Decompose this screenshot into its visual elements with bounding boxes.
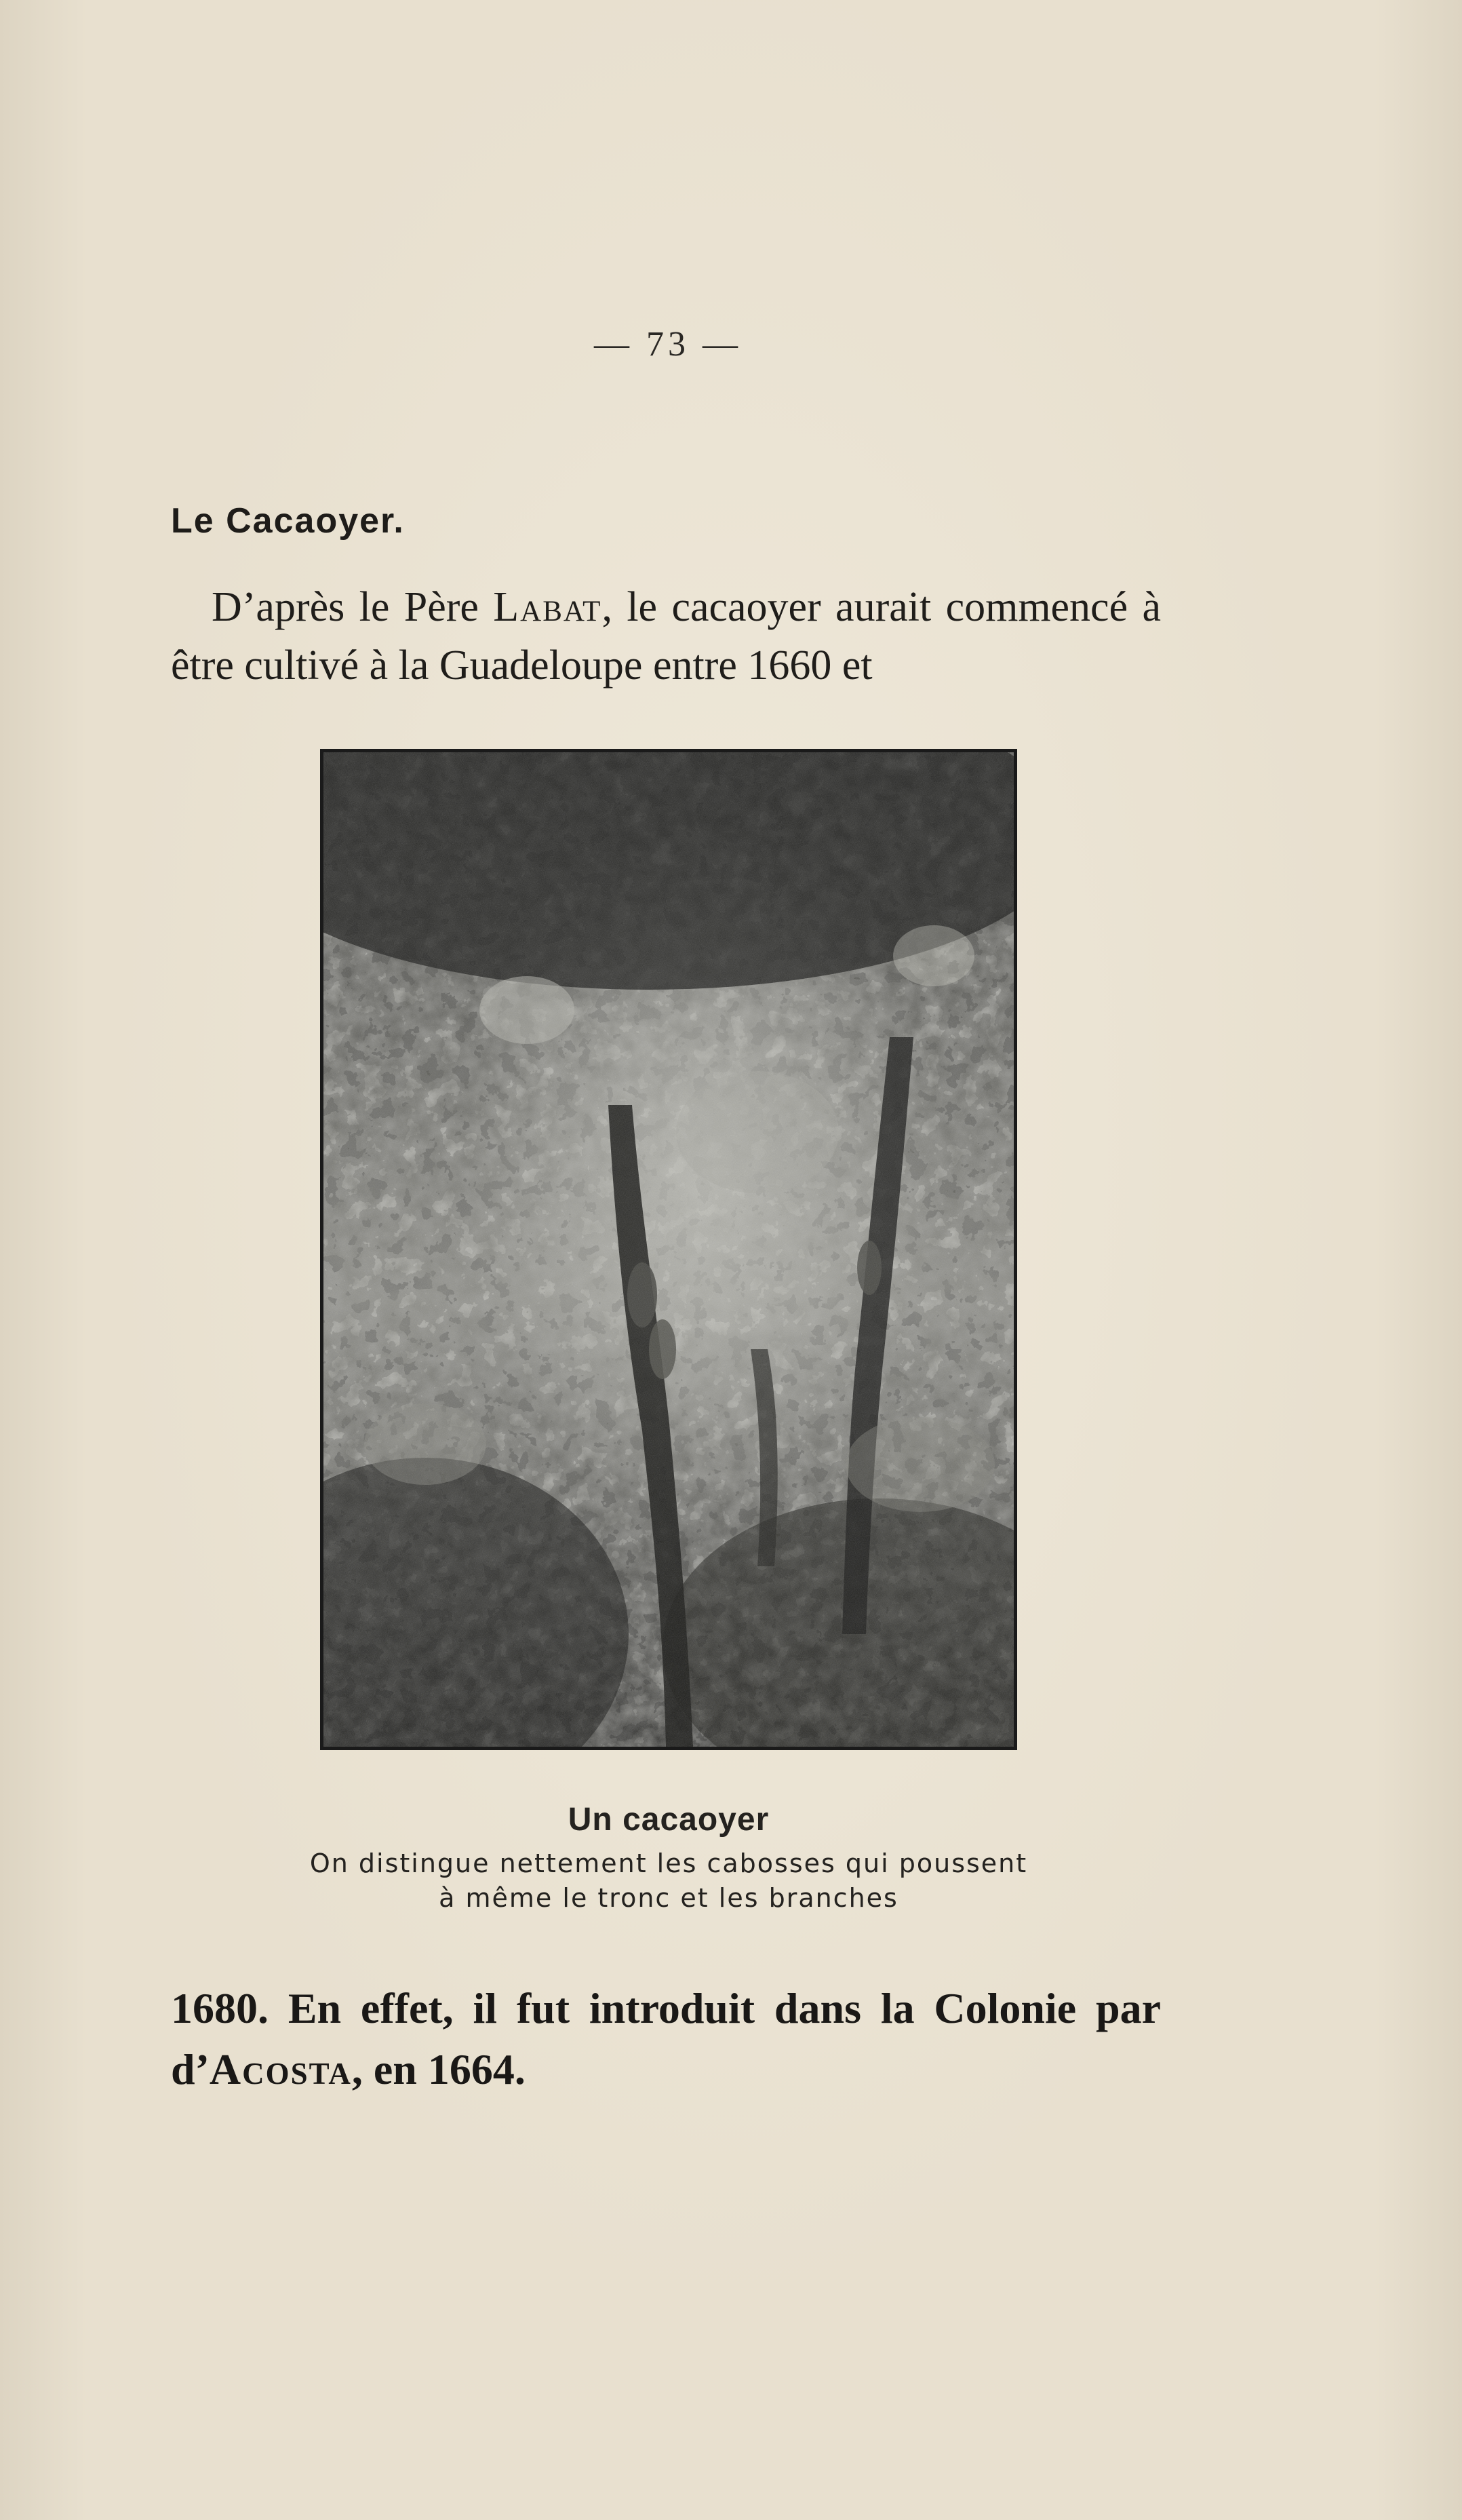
author-name-labat: Labat	[493, 584, 602, 630]
page-number: — 73 —	[594, 325, 742, 364]
cacao-tree-photo-image	[323, 752, 1014, 1747]
paragraph-intro	[171, 578, 1161, 695]
figure-caption-title: Un cacaoyer	[568, 1802, 770, 1838]
figure-caption-line-1: On distingue nettement les cabosses qui poussent	[309, 1848, 1028, 1878]
paragraph-continuation	[171, 1978, 1161, 2100]
paragraph-continuation-lead: 1680. En effet, il fut introduit dans la Colonie par d’	[171, 1984, 1161, 2093]
section-heading: Le Cacaoyer.	[171, 501, 405, 541]
cacao-tree-photograph	[320, 749, 1017, 1750]
paragraph-intro-lead: D’après le Père	[212, 584, 494, 630]
figure-caption-line-2: à même le tronc et les branches	[439, 1883, 898, 1913]
paragraph-intro-rest: , le cacaoyer aurait commencé à être cultivé à la Guadeloupe entre 1660 et	[171, 584, 1161, 689]
paragraph-continuation-rest: , en 1664.	[351, 2045, 526, 2093]
person-name-acosta: Acosta	[209, 2045, 352, 2093]
